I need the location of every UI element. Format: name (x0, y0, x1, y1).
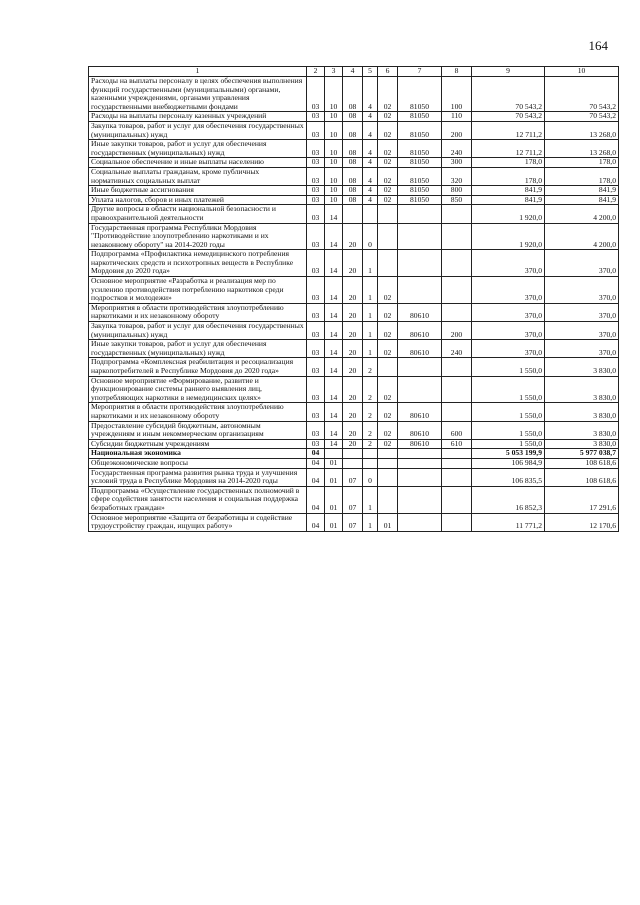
row-value-cell: 03 (307, 195, 325, 205)
row-value-cell: 178,0 (472, 167, 545, 185)
row-value-cell: 370,0 (472, 303, 545, 321)
row-value-cell: 02 (378, 439, 398, 449)
row-value-cell: 03 (307, 158, 325, 168)
table-row (89, 167, 619, 185)
row-value-cell: 20 (343, 376, 363, 403)
table-row (89, 158, 619, 168)
row-value-cell (442, 513, 472, 531)
row-value-cell: 4 200,0 (545, 223, 619, 250)
row-value-cell (398, 376, 442, 403)
row-value-cell: 178,0 (545, 167, 619, 185)
row-name-cell: Общеэкономические вопросы (89, 458, 307, 468)
row-value-cell (442, 277, 472, 304)
row-value-cell: 2 (363, 403, 378, 421)
row-value-cell: 1 920,0 (472, 223, 545, 250)
row-value-cell: 17 291,6 (545, 486, 619, 513)
row-value-cell: 08 (343, 195, 363, 205)
row-name-cell: Мероприятия в области противодействия злоупотреблению наркотиками и их незаконному обороту (89, 403, 307, 421)
row-value-cell: 1 (363, 486, 378, 513)
column-header: 4 (343, 67, 363, 77)
row-value-cell: 20 (343, 340, 363, 358)
row-value-cell: 70 543,2 (472, 77, 545, 112)
row-value-cell: 370,0 (472, 322, 545, 340)
row-value-cell: 1 920,0 (472, 205, 545, 223)
row-value-cell: 1 (363, 513, 378, 531)
row-value-cell (363, 205, 378, 223)
row-value-cell: 370,0 (545, 303, 619, 321)
row-value-cell: 1 (363, 322, 378, 340)
row-value-cell (442, 223, 472, 250)
row-value-cell (363, 458, 378, 468)
row-value-cell: 370,0 (472, 250, 545, 277)
row-value-cell: 12 711,2 (472, 121, 545, 139)
table-row (89, 250, 619, 277)
row-value-cell: 08 (343, 121, 363, 139)
column-header: 5 (363, 67, 378, 77)
row-name-cell: Подпрограмма «Комплексная реабилитация и ресоциализация наркопотребителей в Республике Мордовия до 2020 года» (89, 358, 307, 376)
row-value-cell: 10 (325, 77, 343, 112)
row-value-cell: 10 (325, 186, 343, 196)
row-value-cell (343, 458, 363, 468)
row-value-cell: 03 (307, 140, 325, 158)
row-value-cell: 178,0 (472, 158, 545, 168)
row-value-cell: 20 (343, 303, 363, 321)
row-name-cell: Субсидии бюджетным учреждениям (89, 439, 307, 449)
row-value-cell: 1 550,0 (472, 421, 545, 439)
row-value-cell: 4 (363, 77, 378, 112)
row-value-cell (398, 223, 442, 250)
row-value-cell: 240 (442, 140, 472, 158)
row-value-cell: 10 (325, 158, 343, 168)
row-value-cell: 81050 (398, 158, 442, 168)
row-value-cell: 841,9 (472, 186, 545, 196)
row-value-cell: 01 (325, 468, 343, 486)
row-value-cell: 14 (325, 439, 343, 449)
row-value-cell: 02 (378, 340, 398, 358)
row-value-cell (442, 403, 472, 421)
row-value-cell: 03 (307, 421, 325, 439)
row-value-cell: 370,0 (545, 277, 619, 304)
row-value-cell: 4 (363, 140, 378, 158)
row-value-cell: 02 (378, 277, 398, 304)
table-row (89, 513, 619, 531)
row-value-cell: 08 (343, 140, 363, 158)
row-value-cell: 370,0 (545, 340, 619, 358)
row-value-cell: 841,9 (545, 186, 619, 196)
row-value-cell: 4 (363, 167, 378, 185)
row-value-cell: 3 830,0 (545, 358, 619, 376)
row-value-cell: 108 618,6 (545, 458, 619, 468)
row-value-cell (378, 205, 398, 223)
column-header: 6 (378, 67, 398, 77)
row-value-cell: 04 (307, 486, 325, 513)
row-name-cell: Другие вопросы в области национальной безопасности и правоохранительной деятельности (89, 205, 307, 223)
row-value-cell: 20 (343, 250, 363, 277)
row-value-cell: 81050 (398, 167, 442, 185)
table-row (89, 449, 619, 459)
row-value-cell: 81050 (398, 195, 442, 205)
row-name-cell: Иные закупки товаров, работ и услуг для обеспечения государственных (муниципальных) нужд (89, 140, 307, 158)
row-value-cell: 70 543,2 (472, 112, 545, 122)
row-value-cell: 08 (343, 158, 363, 168)
row-value-cell: 04 (307, 468, 325, 486)
row-value-cell: 08 (343, 77, 363, 112)
row-value-cell: 1 (363, 250, 378, 277)
row-name-cell: Уплата налогов, сборов и иных платежей (89, 195, 307, 205)
row-value-cell: 20 (343, 439, 363, 449)
row-value-cell: 841,9 (472, 195, 545, 205)
row-value-cell: 200 (442, 121, 472, 139)
row-value-cell: 02 (378, 403, 398, 421)
row-value-cell: 14 (325, 322, 343, 340)
row-value-cell: 02 (378, 303, 398, 321)
row-name-cell: Основное мероприятие «Формирование, развитие и функционирование системы раннего выявления лиц, употребляющих наркотики в немедицинских целях» (89, 376, 307, 403)
row-value-cell: 370,0 (545, 250, 619, 277)
row-name-cell: Основное мероприятие «Защита от безработицы и содействие трудоустройству граждан, ищущих работу» (89, 513, 307, 531)
row-value-cell: 14 (325, 277, 343, 304)
row-value-cell: 01 (325, 513, 343, 531)
row-name-cell: Закупка товаров, работ и услуг для обеспечения государственных (муниципальных) нужд (89, 322, 307, 340)
row-name-cell: Расходы на выплаты персоналу в целях обеспечения выполнения функций государственными (муниципальными) органами, казенными учреждениями, органами управления государственными внебюджетными фондами (89, 77, 307, 112)
table-row (89, 340, 619, 358)
row-value-cell: 4 (363, 112, 378, 122)
row-value-cell (378, 458, 398, 468)
row-value-cell: 81050 (398, 77, 442, 112)
row-value-cell (398, 250, 442, 277)
row-value-cell (442, 486, 472, 513)
row-value-cell: 03 (307, 223, 325, 250)
row-value-cell: 14 (325, 223, 343, 250)
row-value-cell: 12 711,2 (472, 140, 545, 158)
row-value-cell: 2 (363, 421, 378, 439)
row-value-cell: 0 (363, 468, 378, 486)
row-value-cell: 80610 (398, 303, 442, 321)
row-value-cell: 02 (378, 167, 398, 185)
row-value-cell (378, 223, 398, 250)
row-value-cell: 14 (325, 358, 343, 376)
row-value-cell: 07 (343, 468, 363, 486)
row-name-cell: Государственная программа Республики Мордовия "Противодействие злоупотреблению наркотиками и их незаконному обороту" на 2014-2020 годы (89, 223, 307, 250)
table-row (89, 277, 619, 304)
row-value-cell (442, 250, 472, 277)
row-value-cell (442, 205, 472, 223)
row-value-cell: 13 268,0 (545, 121, 619, 139)
row-value-cell: 70 543,2 (545, 112, 619, 122)
row-value-cell: 0 (363, 223, 378, 250)
column-header: 8 (442, 67, 472, 77)
row-value-cell (363, 449, 378, 459)
row-value-cell: 16 852,3 (472, 486, 545, 513)
row-value-cell: 02 (378, 112, 398, 122)
row-value-cell: 04 (307, 449, 325, 459)
table-row (89, 322, 619, 340)
row-value-cell: 10 (325, 112, 343, 122)
column-header: 1 (89, 67, 307, 77)
row-value-cell: 1 (363, 303, 378, 321)
row-value-cell: 80610 (398, 403, 442, 421)
row-name-cell: Закупка товаров, работ и услуг для обеспечения государственных (муниципальных) нужд (89, 121, 307, 139)
row-value-cell: 13 268,0 (545, 140, 619, 158)
row-value-cell (442, 458, 472, 468)
row-name-cell: Национальная экономика (89, 449, 307, 459)
row-value-cell: 800 (442, 186, 472, 196)
row-value-cell (398, 486, 442, 513)
row-value-cell: 10 (325, 167, 343, 185)
row-value-cell (378, 250, 398, 277)
row-value-cell: 03 (307, 403, 325, 421)
page-number: 164 (588, 38, 608, 53)
column-header: 10 (545, 67, 619, 77)
row-value-cell: 03 (307, 121, 325, 139)
row-name-cell: Основное мероприятие «Разработка и реализация мер по усилению противодействия потреблению наркотиков среди подростков и молодежи» (89, 277, 307, 304)
row-value-cell: 5 977 038,7 (545, 449, 619, 459)
row-value-cell: 80610 (398, 421, 442, 439)
row-value-cell: 1 550,0 (472, 376, 545, 403)
row-value-cell (398, 458, 442, 468)
row-value-cell: 20 (343, 403, 363, 421)
row-value-cell: 14 (325, 340, 343, 358)
table-row (89, 77, 619, 112)
row-name-cell: Подпрограмма «Профилактика немедицинского потребления наркотических средств и психотропных веществ в Республике Мордовия до 2020 года» (89, 250, 307, 277)
row-value-cell: 370,0 (472, 340, 545, 358)
table-row (89, 439, 619, 449)
row-value-cell: 81050 (398, 112, 442, 122)
row-name-cell: Подпрограмма «Осуществление государственных полномочий в сфере содействия занятости населения и социальная поддержка безработных граждан» (89, 486, 307, 513)
row-value-cell: 81050 (398, 121, 442, 139)
row-value-cell: 08 (343, 167, 363, 185)
row-value-cell: 1 550,0 (472, 403, 545, 421)
row-value-cell: 03 (307, 376, 325, 403)
row-value-cell: 20 (343, 223, 363, 250)
table-row (89, 223, 619, 250)
row-value-cell: 01 (378, 513, 398, 531)
table-row (89, 205, 619, 223)
row-value-cell (398, 449, 442, 459)
header-row (89, 67, 619, 77)
row-value-cell: 02 (378, 322, 398, 340)
row-name-cell: Социальное обеспечение и иные выплаты населению (89, 158, 307, 168)
column-header: 3 (325, 67, 343, 77)
row-value-cell: 4 (363, 121, 378, 139)
row-value-cell: 01 (325, 486, 343, 513)
row-value-cell: 07 (343, 513, 363, 531)
row-value-cell (378, 486, 398, 513)
table-row (89, 486, 619, 513)
row-name-cell: Государственная программа развития рынка труда и улучшения условий труда в Республике Мордовия на 2014-2020 годы (89, 468, 307, 486)
row-value-cell: 370,0 (545, 322, 619, 340)
row-value-cell: 106 984,9 (472, 458, 545, 468)
row-value-cell: 70 543,2 (545, 77, 619, 112)
row-name-cell: Иные бюджетные ассигнования (89, 186, 307, 196)
row-value-cell: 320 (442, 167, 472, 185)
row-value-cell: 20 (343, 421, 363, 439)
column-header: 2 (307, 67, 325, 77)
row-value-cell: 08 (343, 112, 363, 122)
table-row (89, 376, 619, 403)
row-value-cell: 300 (442, 158, 472, 168)
row-value-cell: 4 (363, 158, 378, 168)
row-value-cell (378, 468, 398, 486)
row-value-cell: 3 830,0 (545, 376, 619, 403)
row-value-cell: 03 (307, 358, 325, 376)
row-value-cell (442, 376, 472, 403)
row-value-cell: 81050 (398, 186, 442, 196)
row-value-cell: 108 618,6 (545, 468, 619, 486)
row-value-cell: 04 (307, 513, 325, 531)
row-value-cell: 80610 (398, 322, 442, 340)
row-value-cell: 02 (378, 158, 398, 168)
row-value-cell: 14 (325, 376, 343, 403)
row-value-cell (343, 449, 363, 459)
row-value-cell: 08 (343, 186, 363, 196)
row-value-cell (442, 449, 472, 459)
row-value-cell: 14 (325, 421, 343, 439)
row-name-cell: Иные закупки товаров, работ и услуг для обеспечения государственных (муниципальных) нужд (89, 340, 307, 358)
row-value-cell: 600 (442, 421, 472, 439)
row-value-cell: 03 (307, 205, 325, 223)
row-value-cell (378, 449, 398, 459)
row-value-cell: 178,0 (545, 158, 619, 168)
row-value-cell (398, 277, 442, 304)
row-value-cell: 03 (307, 250, 325, 277)
column-header: 9 (472, 67, 545, 77)
table-row (89, 421, 619, 439)
row-value-cell (378, 358, 398, 376)
row-value-cell: 03 (307, 277, 325, 304)
row-value-cell: 02 (378, 140, 398, 158)
row-name-cell: Социальные выплаты гражданам, кроме публичных нормативных социальных выплат (89, 167, 307, 185)
row-value-cell: 1 (363, 277, 378, 304)
row-value-cell: 106 835,5 (472, 468, 545, 486)
row-value-cell: 03 (307, 303, 325, 321)
row-value-cell: 81050 (398, 140, 442, 158)
row-value-cell: 1 (363, 340, 378, 358)
row-value-cell (325, 449, 343, 459)
row-value-cell: 03 (307, 439, 325, 449)
row-value-cell: 610 (442, 439, 472, 449)
row-value-cell: 14 (325, 250, 343, 277)
row-value-cell: 02 (378, 77, 398, 112)
row-value-cell: 20 (343, 358, 363, 376)
row-value-cell: 07 (343, 486, 363, 513)
row-value-cell (398, 513, 442, 531)
row-value-cell (398, 468, 442, 486)
row-value-cell: 2 (363, 439, 378, 449)
row-value-cell: 04 (307, 458, 325, 468)
column-header: 7 (398, 67, 442, 77)
row-value-cell (442, 303, 472, 321)
row-value-cell: 4 (363, 195, 378, 205)
table-row (89, 112, 619, 122)
row-name-cell: Расходы на выплаты персоналу казенных учреждений (89, 112, 307, 122)
row-value-cell: 14 (325, 403, 343, 421)
row-value-cell: 240 (442, 340, 472, 358)
table-row (89, 140, 619, 158)
row-value-cell (343, 205, 363, 223)
row-value-cell: 02 (378, 186, 398, 196)
table-row (89, 458, 619, 468)
row-value-cell: 11 771,2 (472, 513, 545, 531)
table-row (89, 303, 619, 321)
budget-table (88, 66, 619, 532)
row-value-cell: 1 550,0 (472, 358, 545, 376)
table-row (89, 358, 619, 376)
table-row (89, 468, 619, 486)
row-value-cell: 110 (442, 112, 472, 122)
row-value-cell: 03 (307, 322, 325, 340)
row-value-cell: 20 (343, 322, 363, 340)
row-value-cell (398, 358, 442, 376)
row-value-cell: 03 (307, 77, 325, 112)
row-name-cell: Мероприятия в области противодействия злоупотреблению наркотиками и их незаконному обороту (89, 303, 307, 321)
row-value-cell: 4 200,0 (545, 205, 619, 223)
table-row (89, 195, 619, 205)
row-value-cell: 02 (378, 421, 398, 439)
row-value-cell: 10 (325, 140, 343, 158)
row-value-cell: 370,0 (472, 277, 545, 304)
row-value-cell: 200 (442, 322, 472, 340)
row-value-cell (442, 468, 472, 486)
table-row (89, 186, 619, 196)
row-value-cell: 14 (325, 303, 343, 321)
row-value-cell: 4 (363, 186, 378, 196)
row-value-cell: 3 830,0 (545, 421, 619, 439)
row-value-cell: 850 (442, 195, 472, 205)
row-value-cell (442, 358, 472, 376)
row-value-cell: 10 (325, 121, 343, 139)
row-value-cell: 80610 (398, 340, 442, 358)
row-value-cell: 5 053 199,9 (472, 449, 545, 459)
row-value-cell: 02 (378, 121, 398, 139)
row-value-cell: 80610 (398, 439, 442, 449)
row-value-cell (398, 205, 442, 223)
row-value-cell: 03 (307, 186, 325, 196)
row-name-cell: Предоставление субсидий бюджетным, автономным учреждениям и иным некоммерческим организациям (89, 421, 307, 439)
row-value-cell: 100 (442, 77, 472, 112)
row-value-cell: 1 550,0 (472, 439, 545, 449)
table-row (89, 403, 619, 421)
row-value-cell: 3 830,0 (545, 439, 619, 449)
row-value-cell: 841,9 (545, 195, 619, 205)
row-value-cell: 2 (363, 358, 378, 376)
row-value-cell: 03 (307, 340, 325, 358)
row-value-cell: 2 (363, 376, 378, 403)
row-value-cell: 02 (378, 376, 398, 403)
row-value-cell: 03 (307, 112, 325, 122)
row-value-cell: 03 (307, 167, 325, 185)
row-value-cell: 02 (378, 195, 398, 205)
row-value-cell: 20 (343, 277, 363, 304)
row-value-cell: 3 830,0 (545, 403, 619, 421)
row-value-cell: 14 (325, 205, 343, 223)
row-value-cell: 10 (325, 195, 343, 205)
table-row (89, 121, 619, 139)
row-value-cell: 12 170,6 (545, 513, 619, 531)
row-value-cell: 01 (325, 458, 343, 468)
